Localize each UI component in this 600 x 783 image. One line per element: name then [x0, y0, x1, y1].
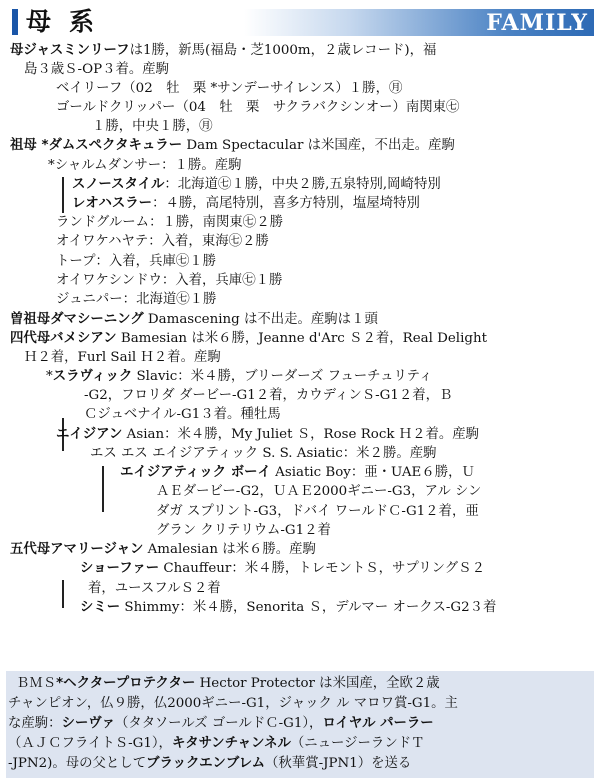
great-grand-offspring-1-cont3: グラン クリテリウム-G1２着	[156, 523, 331, 538]
dam-offspring-2-cont: １勝，中央１勝，㊊	[92, 119, 213, 134]
dam-offspring-2: ゴールドクリッパー（04 牡 栗 サクラバクシンオー）南関東㊆	[56, 100, 460, 115]
third-dam-line: 曽祖母ダマシーニング Damascening は不出走。産駒は１頭	[10, 312, 378, 327]
bms-box	[6, 671, 594, 778]
header-gradient-band	[244, 9, 594, 36]
fourth-dam-offspring-2: エイジアン Asian：米４勝，My Juliet Ｓ，Rose Rock Ｈ２着。産駒	[56, 427, 480, 442]
second-dam-offspring-2: ランドグルーム：１勝，南関東㊆２勝	[56, 215, 283, 230]
second-dam-offspring-5: オイワケシンドウ：入着，兵庫㊆１勝	[56, 273, 283, 288]
grand-offspring-2: レオハスラー：４勝，高尾特別，喜多方特別，塩屋埼特別	[72, 196, 420, 211]
bms-line-5: -JPN2)。母の父としてブラックエンブレム（秋華賞-JPN1）を送る	[8, 756, 412, 771]
fourth-dam-offspring-1: *スラヴィック Slavic：米４勝，ブリーダーズ フューチュリティ	[46, 369, 433, 384]
dam-offspring-1: ベイリーフ（02 牡 栗 *サンデーサイレンス）１勝，㊊	[56, 81, 403, 96]
second-dam-offspring-3: オイワケハヤテ：入着，東海㊆２勝	[56, 234, 269, 249]
fifth-dam-offspring-1: ショーファー Chauffeur：米４勝，トレモントＳ，サプリングＳ２	[80, 561, 485, 576]
bms-line-3: な産駒：シーヴァ（タタソールズ ゴールドＣ-G1），ロイヤル パーラー	[8, 716, 434, 731]
grand-offspring-asiatic: エス エス エイジアティック S. S. Asiatic：米２勝。産駒	[90, 446, 437, 461]
fifth-dam-offspring-2: シミー Shimmy：米４勝，Senorita Ｓ，デルマー オークス-G2３着	[80, 600, 497, 615]
great-grand-offspring-1-cont2: ダガ スプリント-G3，ドバイ ワールドＣ-G1２着，亜	[156, 504, 479, 519]
section-title: 母系	[26, 7, 113, 36]
fifth-dam-line: 五代母アマリージャン Amalesian は米６勝。産駒	[10, 542, 316, 557]
fifth-dam-offspring-1-cont: 着，ユースフルＳ２着	[88, 581, 221, 596]
fourth-dam-line-2: Ｈ２着，Furl Sail Ｈ２着。産駒	[24, 350, 221, 365]
descendant-bracket	[102, 466, 104, 512]
second-dam-line: 祖母 *ダムスペクタキュラー Dam Spectacular は米国産，不出走。産駒	[10, 138, 455, 153]
great-grand-offspring-1-cont: ＡＥダービー-G2，ＵＡＥ2000ギニー-G3，アル シン	[156, 484, 482, 499]
fourth-dam-offspring-1-cont2: Ｃジュベナイル-G1３着。種牡馬	[84, 407, 281, 422]
second-dam-offspring-1: *シャルムダンサー：１勝。産駒	[48, 158, 242, 173]
bms-line-2: チャンピオン，仏９勝，仏2000ギニー-G1，ジャック ル マロワ賞-G1。主	[8, 696, 458, 711]
fourth-dam-line-1: 四代母バメシアン Bamesian は米６勝，Jeanne d'Arc Ｓ２着，Real Delight	[10, 331, 487, 346]
second-dam-offspring-4: トープ：入着，兵庫㊆１勝	[56, 254, 217, 269]
grand-offspring-1: スノースタイル：北海道㊆１勝，中央２勝,五泉特別,岡崎特別	[72, 177, 441, 192]
bms-line-1: ＢＭＳ*ヘクタープロテクター Hector Protector は米国産，全欧２歳	[16, 676, 440, 691]
great-grand-offspring-1: エイジアティック ボーイ Asiatic Boy：亜・UAE６勝，Ｕ	[120, 465, 475, 480]
dam-line-1: 母ジャスミンリーフは1勝，新馬(福島・芝1000m，２歳レコード)，福	[10, 43, 437, 58]
section-title-english: FAMILY	[486, 10, 588, 36]
descendant-bracket	[62, 580, 64, 608]
header-accent-bar	[12, 9, 18, 35]
dam-line-2: 島３歳Ｓ-OP３着。産駒	[24, 62, 170, 77]
section-header	[6, 6, 594, 37]
fourth-dam-offspring-1-cont: -G2，フロリダ ダービー-G1２着，カウディンＳ-G1２着，Ｂ	[84, 388, 453, 403]
second-dam-offspring-6: ジュニパー：北海道㊆１勝	[56, 292, 217, 307]
bms-line-4: （ＡＪＣフライトＳ-G1），キタサンチャンネル（ニュージーランドＴ	[8, 736, 425, 751]
descendant-bracket	[62, 177, 64, 213]
